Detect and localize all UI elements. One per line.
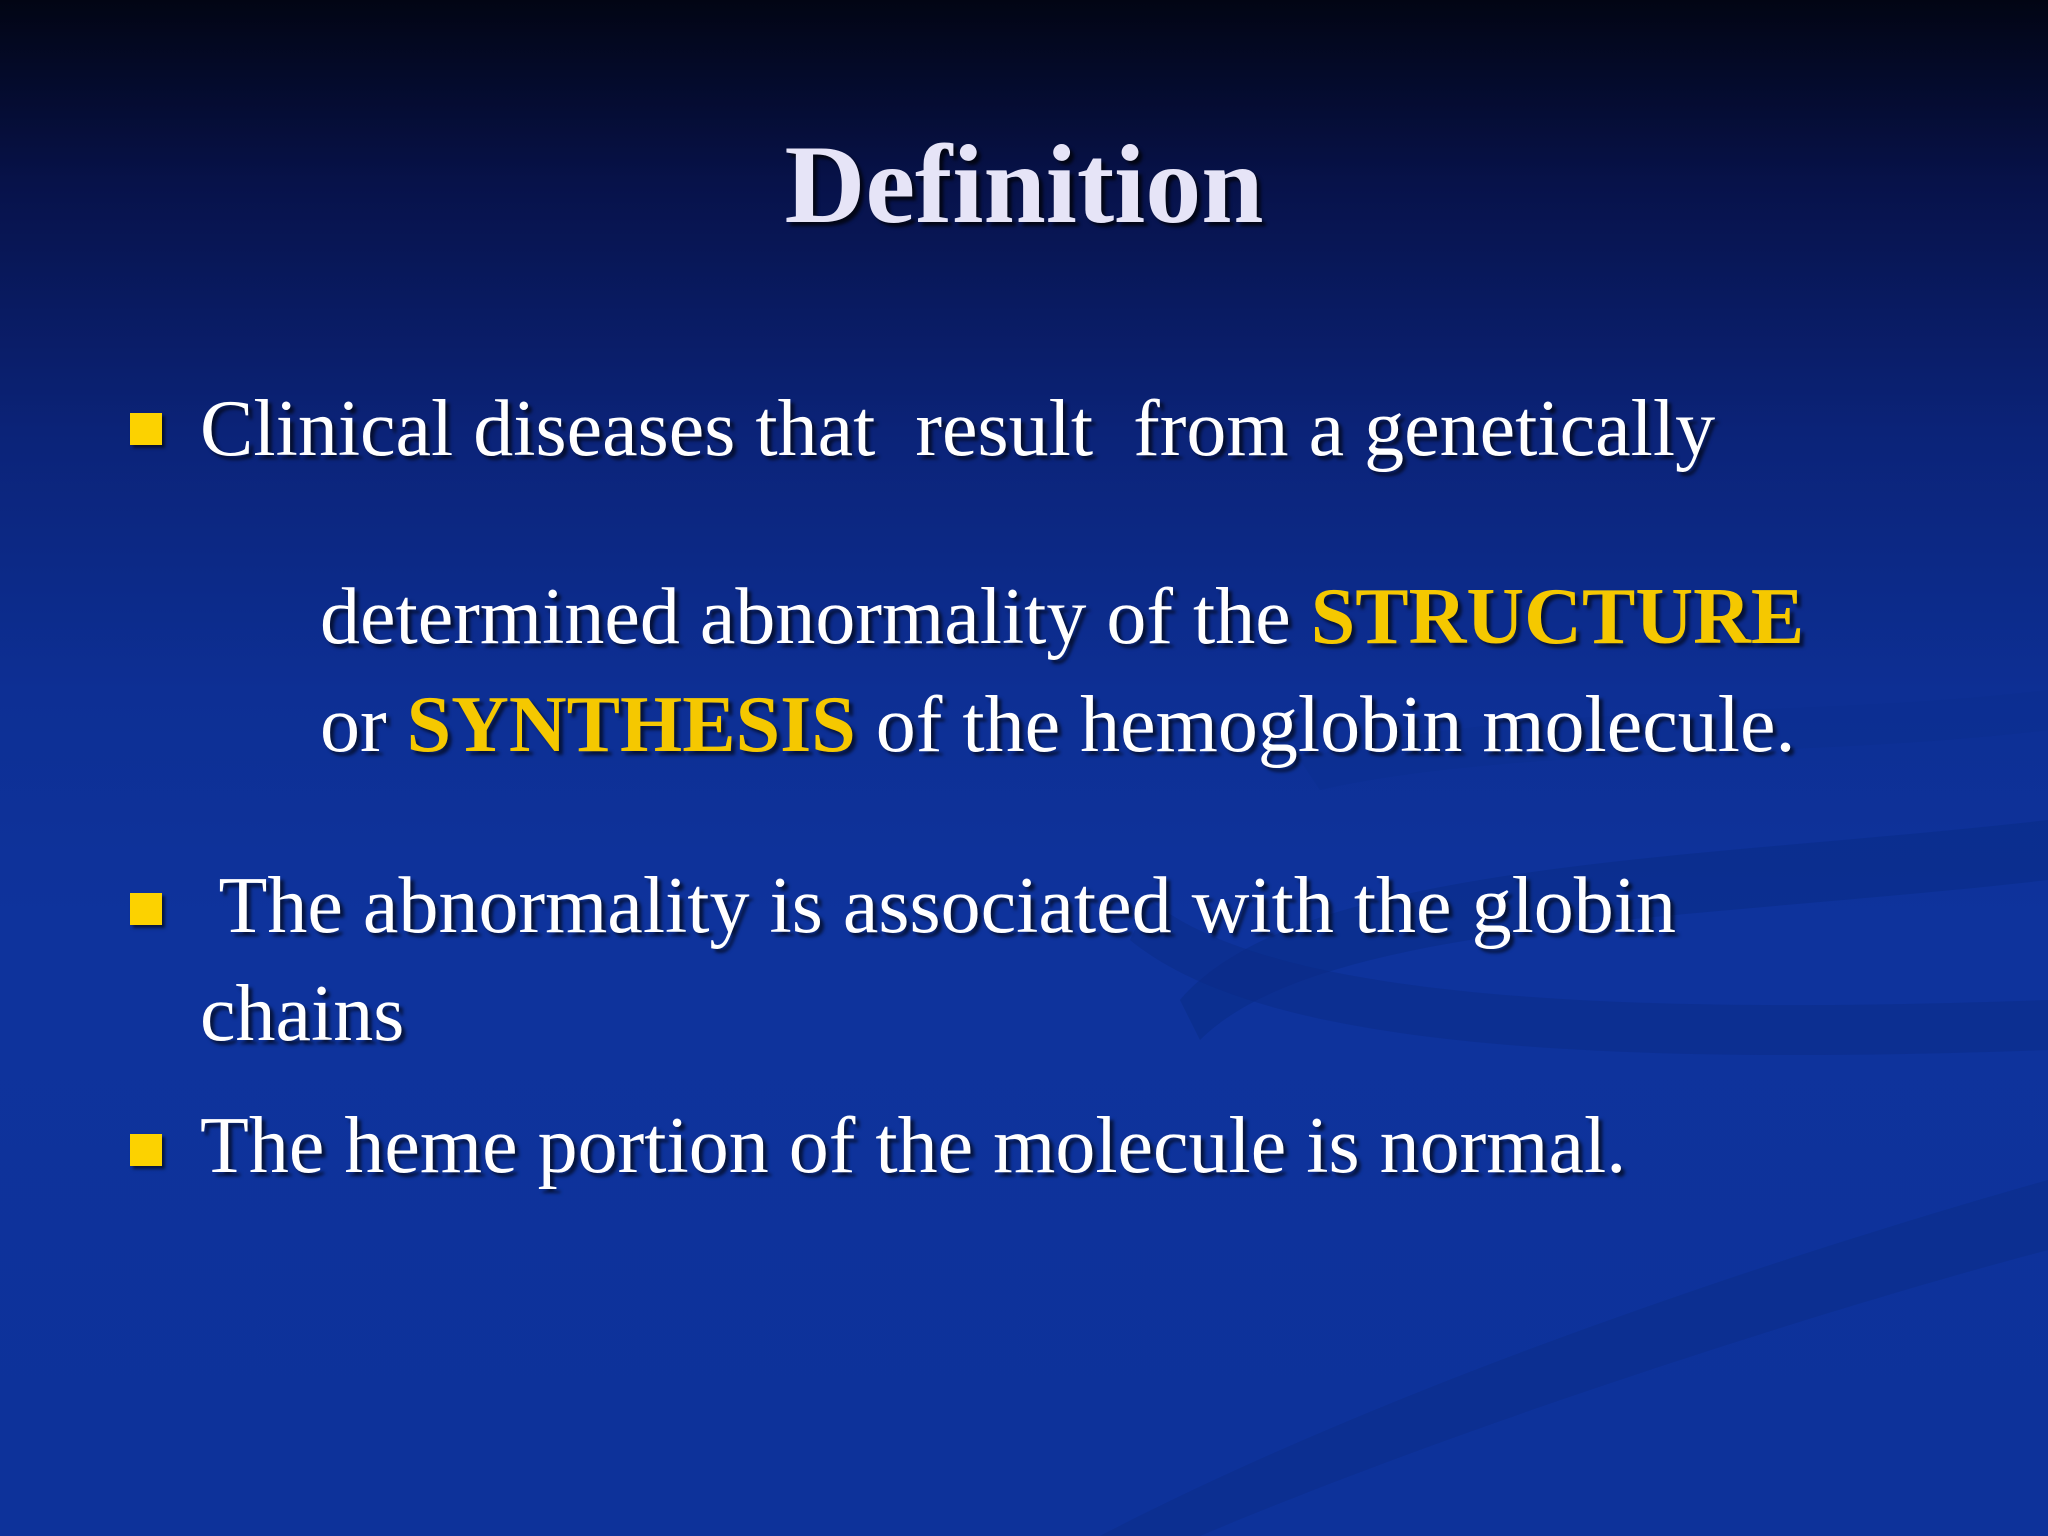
bullet2-line2: chains [200, 970, 405, 1058]
bullet1-line1: Clinical diseases that result from a genetically [200, 385, 1716, 473]
slide-title: Definition [784, 123, 1264, 247]
synthesis-highlight: SYNTHESIS [406, 681, 856, 769]
bullet2-line1: The abnormality is associated with the globin [200, 862, 1677, 950]
bullet1-line3-suffix: of the hemoglobin molecule. [855, 681, 1796, 769]
square-bullet-icon [130, 893, 162, 925]
structure-highlight: STRUCTURE [1310, 573, 1805, 661]
bullet1-line3 [200, 605, 1796, 845]
bullet1-line2-text: determined abnormality of the [320, 573, 1311, 661]
square-bullet-icon [130, 1134, 162, 1166]
square-bullet-icon [130, 413, 162, 445]
bullet1-line3-prefix: or [320, 681, 407, 769]
bullet3-line1: The heme portion of the molecule is normal. [200, 1102, 1627, 1190]
